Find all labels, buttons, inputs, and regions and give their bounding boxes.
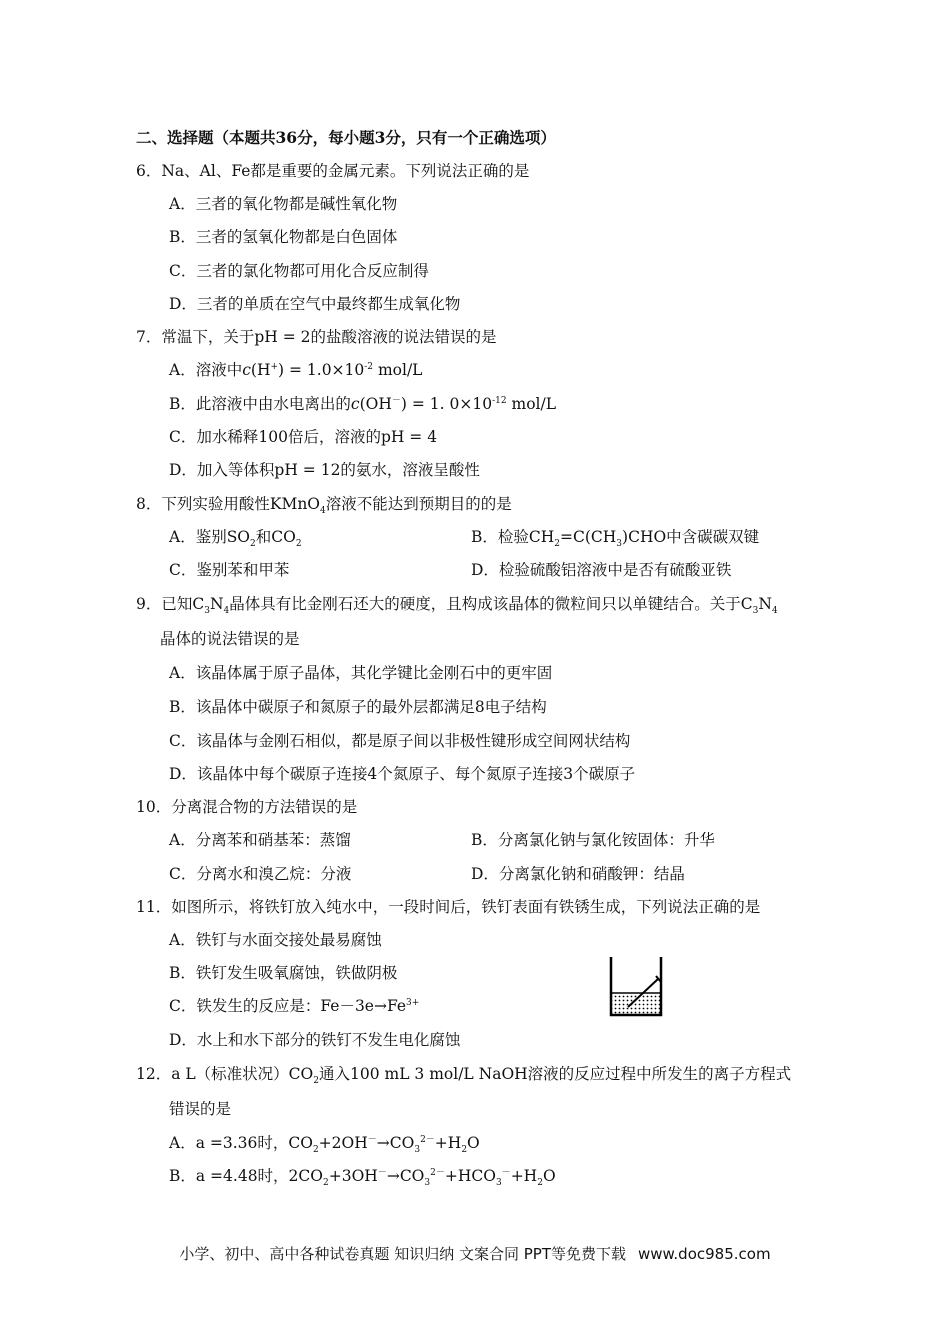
superscript: + <box>270 361 279 372</box>
question-11-option-b: B．铁钉发生吸氧腐蚀，铁做阴极 <box>169 964 398 982</box>
subscript: 4 <box>223 606 230 617</box>
text: +HCO <box>444 1167 496 1185</box>
question-9-option-b: B．该晶体中碳原子和氮原子的最外层都满足8电子结构 <box>169 698 547 716</box>
text: 通入100 mL 3 mol/L NaOH溶液的反应过程中所发生的离子方程式 <box>319 1065 792 1083</box>
text: B．检验CH <box>471 528 555 546</box>
subscript: 2 <box>323 1178 329 1189</box>
subscript: 3 <box>204 606 210 617</box>
question-8-stem <box>136 494 512 517</box>
question-6-option-a: A．三者的氧化物都是碱性氧化物 <box>169 195 398 213</box>
question-7-option-b <box>169 394 556 414</box>
subscript: 4 <box>771 606 778 617</box>
superscript: － <box>377 1167 387 1178</box>
text: (H <box>250 361 271 379</box>
concentration-symbol: c <box>242 361 251 379</box>
footer-text: 小学、初中、高中各种试卷真题 知识归纳 文案合同 PPT等免费下载 <box>179 1245 626 1263</box>
subscript: 2 <box>313 1076 319 1087</box>
beaker-with-nail-figure <box>606 955 666 1019</box>
question-12-option-a <box>169 1133 480 1156</box>
text: 9．已知C <box>136 595 205 613</box>
question-12-stem-line2: 错误的是 <box>169 1100 232 1118</box>
text: →CO <box>376 1134 415 1152</box>
text: 溶液不能达到预期目的的是 <box>325 495 512 513</box>
text: =C(CH <box>560 528 617 546</box>
superscript: － <box>367 1134 377 1145</box>
question-6-stem: 6．Na、Al、Fe都是重要的金属元素。下列说法正确的是 <box>136 162 530 180</box>
text: →CO <box>386 1167 425 1185</box>
text: )CHO中含碳碳双键 <box>622 528 760 546</box>
text: B．a =4.48时，2CO <box>169 1167 323 1185</box>
text: 8．下列实验用酸性KMnO <box>136 495 321 513</box>
subscript: 3 <box>495 1178 502 1189</box>
text: ) = 1.0×10 <box>278 361 365 379</box>
text: ) = 1. 0×10 <box>400 395 493 413</box>
text: +2OH <box>318 1134 368 1152</box>
question-6-option-d: D．三者的单质在空气中最终都生成氧化物 <box>169 295 461 313</box>
question-11-stem: 11．如图所示，将铁钉放入纯水中，一段时间后，铁钉表面有铁锈生成，下列说法正确的是 <box>136 898 761 916</box>
section-title: 二、选择题（本题共36分，每小题3分，只有一个正确选项） <box>136 128 556 147</box>
subscript: 2 <box>295 539 302 550</box>
water-fill <box>611 993 661 1015</box>
question-8-option-a <box>169 527 302 550</box>
question-10-stem: 10．分离混合物的方法错误的是 <box>136 798 358 816</box>
superscript: -2 <box>364 361 374 372</box>
question-7-option-a <box>169 360 422 380</box>
question-6-option-c: C．三者的氯化物都可用化合反应制得 <box>169 262 429 280</box>
question-12-option-b <box>169 1166 556 1189</box>
question-9-stem <box>136 594 778 617</box>
subscript: 3 <box>616 539 623 550</box>
question-11-option-a: A．铁钉与水面交接处最易腐蚀 <box>169 931 382 949</box>
question-9-option-c: C．该晶体与金刚石相似，都是原子间以非极性键形成空间网状结构 <box>169 732 631 750</box>
text: C．铁发生的反应是：Fe－3e→Fe <box>169 997 407 1015</box>
superscript: － <box>391 395 401 406</box>
question-12-stem <box>136 1064 792 1087</box>
question-9-option-a: A．该晶体属于原子晶体，其化学键比金刚石中的更牢固 <box>169 664 553 682</box>
text: 12．a L（标准状况）CO <box>136 1065 314 1083</box>
subscript: 3 <box>752 606 759 617</box>
question-10-option-d: D．分离氯化钠和硝酸钾：结晶 <box>471 865 685 883</box>
text: (OH <box>359 395 392 413</box>
page-footer <box>0 1243 950 1264</box>
question-7-option-c: C．加水稀释100倍后，溶液的pH = 4 <box>169 428 438 446</box>
text: O <box>467 1134 480 1152</box>
text: B．此溶液中由水电离出的 <box>169 395 351 413</box>
question-10-option-b: B．分离氯化钠与氯化铵固体：升华 <box>471 831 715 849</box>
question-8-option-d: D．检验硫酸铝溶液中是否有硫酸亚铁 <box>471 561 732 579</box>
concentration-symbol: c <box>350 395 360 413</box>
superscript: － <box>501 1167 511 1178</box>
text: A．鉴别SO <box>169 528 251 546</box>
question-10-option-c: C．分离水和溴乙烷：分液 <box>169 865 352 883</box>
text: 和CO <box>255 528 296 546</box>
text: N <box>209 595 224 613</box>
question-7-option-d: D．加入等体积pH = 12的氨水，溶液呈酸性 <box>169 461 480 479</box>
text: A．a =3.36时，CO <box>169 1134 313 1152</box>
subscript: 2 <box>250 539 256 550</box>
text: A．溶液中 <box>169 361 243 379</box>
question-10-option-a: A．分离苯和硝基苯：蒸馏 <box>169 831 351 849</box>
question-8-option-c: C．鉴别苯和甲苯 <box>169 561 290 579</box>
superscript: -12 <box>492 395 507 406</box>
text: +3OH <box>328 1167 378 1185</box>
text: +H <box>434 1134 462 1152</box>
subscript: 3 <box>424 1178 431 1189</box>
text: mol/L <box>373 361 423 379</box>
subscript: 2 <box>537 1178 543 1189</box>
superscript: 3+ <box>406 997 420 1008</box>
question-11-option-d: D．水上和水下部分的铁钉不发生电化腐蚀 <box>169 1031 461 1049</box>
subscript: 4 <box>320 506 326 517</box>
question-11-option-c <box>169 996 419 1016</box>
footer-url[interactable]: www.doc985.com <box>637 1245 771 1263</box>
text: N <box>758 595 772 613</box>
question-7-stem: 7．常温下，关于pH = 2的盐酸溶液的说法错误的是 <box>136 328 497 346</box>
superscript: 2－ <box>420 1134 435 1145</box>
text: +H <box>510 1167 538 1185</box>
subscript: 2 <box>554 539 561 550</box>
superscript: 2－ <box>430 1167 445 1178</box>
text: 晶体具有比金刚石还大的硬度，且构成该晶体的微粒间只以单键结合。关于C <box>229 595 753 613</box>
question-9-stem-line2: 晶体的说法错误的是 <box>160 630 300 648</box>
text: O <box>542 1167 556 1185</box>
subscript: 2 <box>312 1145 319 1156</box>
text: mol/L <box>506 395 557 413</box>
question-9-option-d: D．该晶体中每个碳原子连接4个氮原子、每个氮原子连接3个碳原子 <box>169 765 636 783</box>
subscript: 2 <box>461 1145 468 1156</box>
question-8-option-b <box>471 527 760 550</box>
subscript: 3 <box>414 1145 421 1156</box>
question-6-option-b: B．三者的氢氧化物都是白色固体 <box>169 228 398 246</box>
